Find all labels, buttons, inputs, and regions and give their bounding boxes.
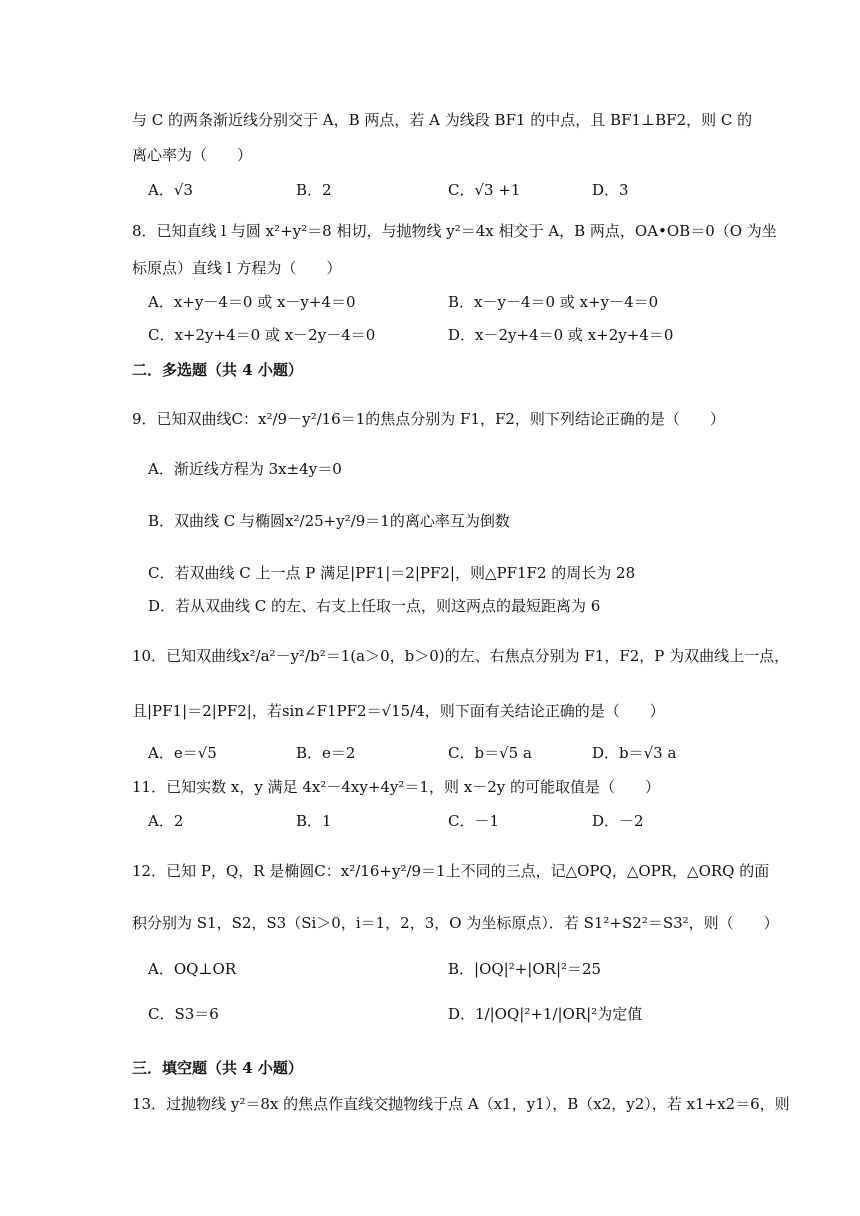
q8-option-a: A．x+y－4＝0 或 x－y+4＝0 (148, 293, 356, 311)
q11-option-a: A．2 (148, 812, 184, 830)
q13-stem: 13．过抛物线 y²＝8x 的焦点作直线交抛物线于点 A（x1，y1），B（x2，y2），若 x1+x2＝6，则 (132, 1095, 790, 1113)
q10-option-c: C．b＝√5 a (448, 744, 532, 762)
q9-option-a: A．渐近线方程为 3x±4y＝0 (148, 460, 342, 478)
q7-line1: 与 C 的两条渐近线分别交于 A，B 两点，若 A 为线段 BF1 的中点，且 BF1⊥BF2，则 C 的 (132, 111, 753, 129)
q8-option-c: C．x+2y+4＝0 或 x－2y－4＝0 (148, 326, 376, 344)
q9-option-b: B．双曲线 C 与椭圆x²/25+y²/9＝1的离心率互为倒数 (148, 512, 510, 530)
section-multi-choice-heading: 二．多选题（共 4 小题） (132, 361, 303, 379)
q12-line2: 积分别为 S1，S2，S3（Si＞0，i＝1，2，3，O 为坐标原点）．若 S1²+S2²＝S3²，则（ ） (132, 914, 779, 932)
q7-option-c: C．√3 +1 (448, 181, 521, 199)
q10-option-a: A．e＝√5 (148, 744, 217, 762)
q11-option-d: D．－2 (592, 812, 644, 830)
q12-option-c: C．S3＝6 (148, 1005, 219, 1023)
q12-option-b: B．|OQ|²+|OR|²＝25 (448, 960, 602, 978)
q9-option-c: C．若双曲线 C 上一点 P 满足|PF1|＝2|PF2|，则△PF1F2 的周长为 28 (148, 564, 636, 582)
q9-option-d: D．若从双曲线 C 的左、右支上任取一点，则这两点的最短距离为 6 (148, 597, 601, 615)
q8-option-b: B．x－y－4＝0 或 x+y－4＝0 (448, 293, 659, 311)
q11-option-b: B．1 (296, 812, 332, 830)
q11-stem: 11．已知实数 x，y 满足 4x²－4xy+4y²＝1，则 x－2y 的可能取值是（ ） (132, 778, 660, 796)
q7-option-a: A．√3 (148, 181, 193, 199)
q10-option-d: D．b＝√3 a (592, 744, 677, 762)
q12-line1: 12．已知 P，Q，R 是椭圆C：x²/16+y²/9＝1上不同的三点，记△OPQ，△OPR，△ORQ 的面 (132, 862, 770, 880)
q11-option-c: C．－1 (448, 812, 500, 830)
q8-line1: 8．已知直线 l 与圆 x²+y²＝8 相切，与抛物线 y²＝4x 相交于 A，B 两点，OA•OB＝0（O 为坐 (132, 222, 777, 240)
q9-stem: 9．已知双曲线C：x²/9－y²/16＝1的焦点分别为 F1，F2，则下列结论正确的是（ ） (132, 410, 725, 428)
q7-option-d: D．3 (592, 181, 629, 199)
q7-option-b: B．2 (296, 181, 332, 199)
q10-option-b: B．e＝2 (296, 744, 356, 762)
q10-line2: 且|PF1|＝2|PF2|，若sin∠F1PF2＝√15/4，则下面有关结论正确的是（ ） (132, 702, 665, 720)
section-fill-blank-heading: 三．填空题（共 4 小题） (132, 1059, 303, 1077)
q8-option-d: D．x－2y+4＝0 或 x+2y+4＝0 (448, 326, 674, 344)
q12-option-d: D．1/|OQ|²+1/|OR|²为定值 (448, 1005, 643, 1023)
q7-line2: 离心率为（ ） (132, 146, 253, 164)
q10-line1: 10．已知双曲线x²/a²－y²/b²＝1(a＞0，b＞0)的左、右焦点分别为 F1，F2，P 为双曲线上一点， (132, 647, 790, 665)
q12-option-a: A．OQ⊥OR (148, 960, 237, 978)
q8-line2: 标原点）直线 l 方程为（ ） (132, 259, 342, 277)
